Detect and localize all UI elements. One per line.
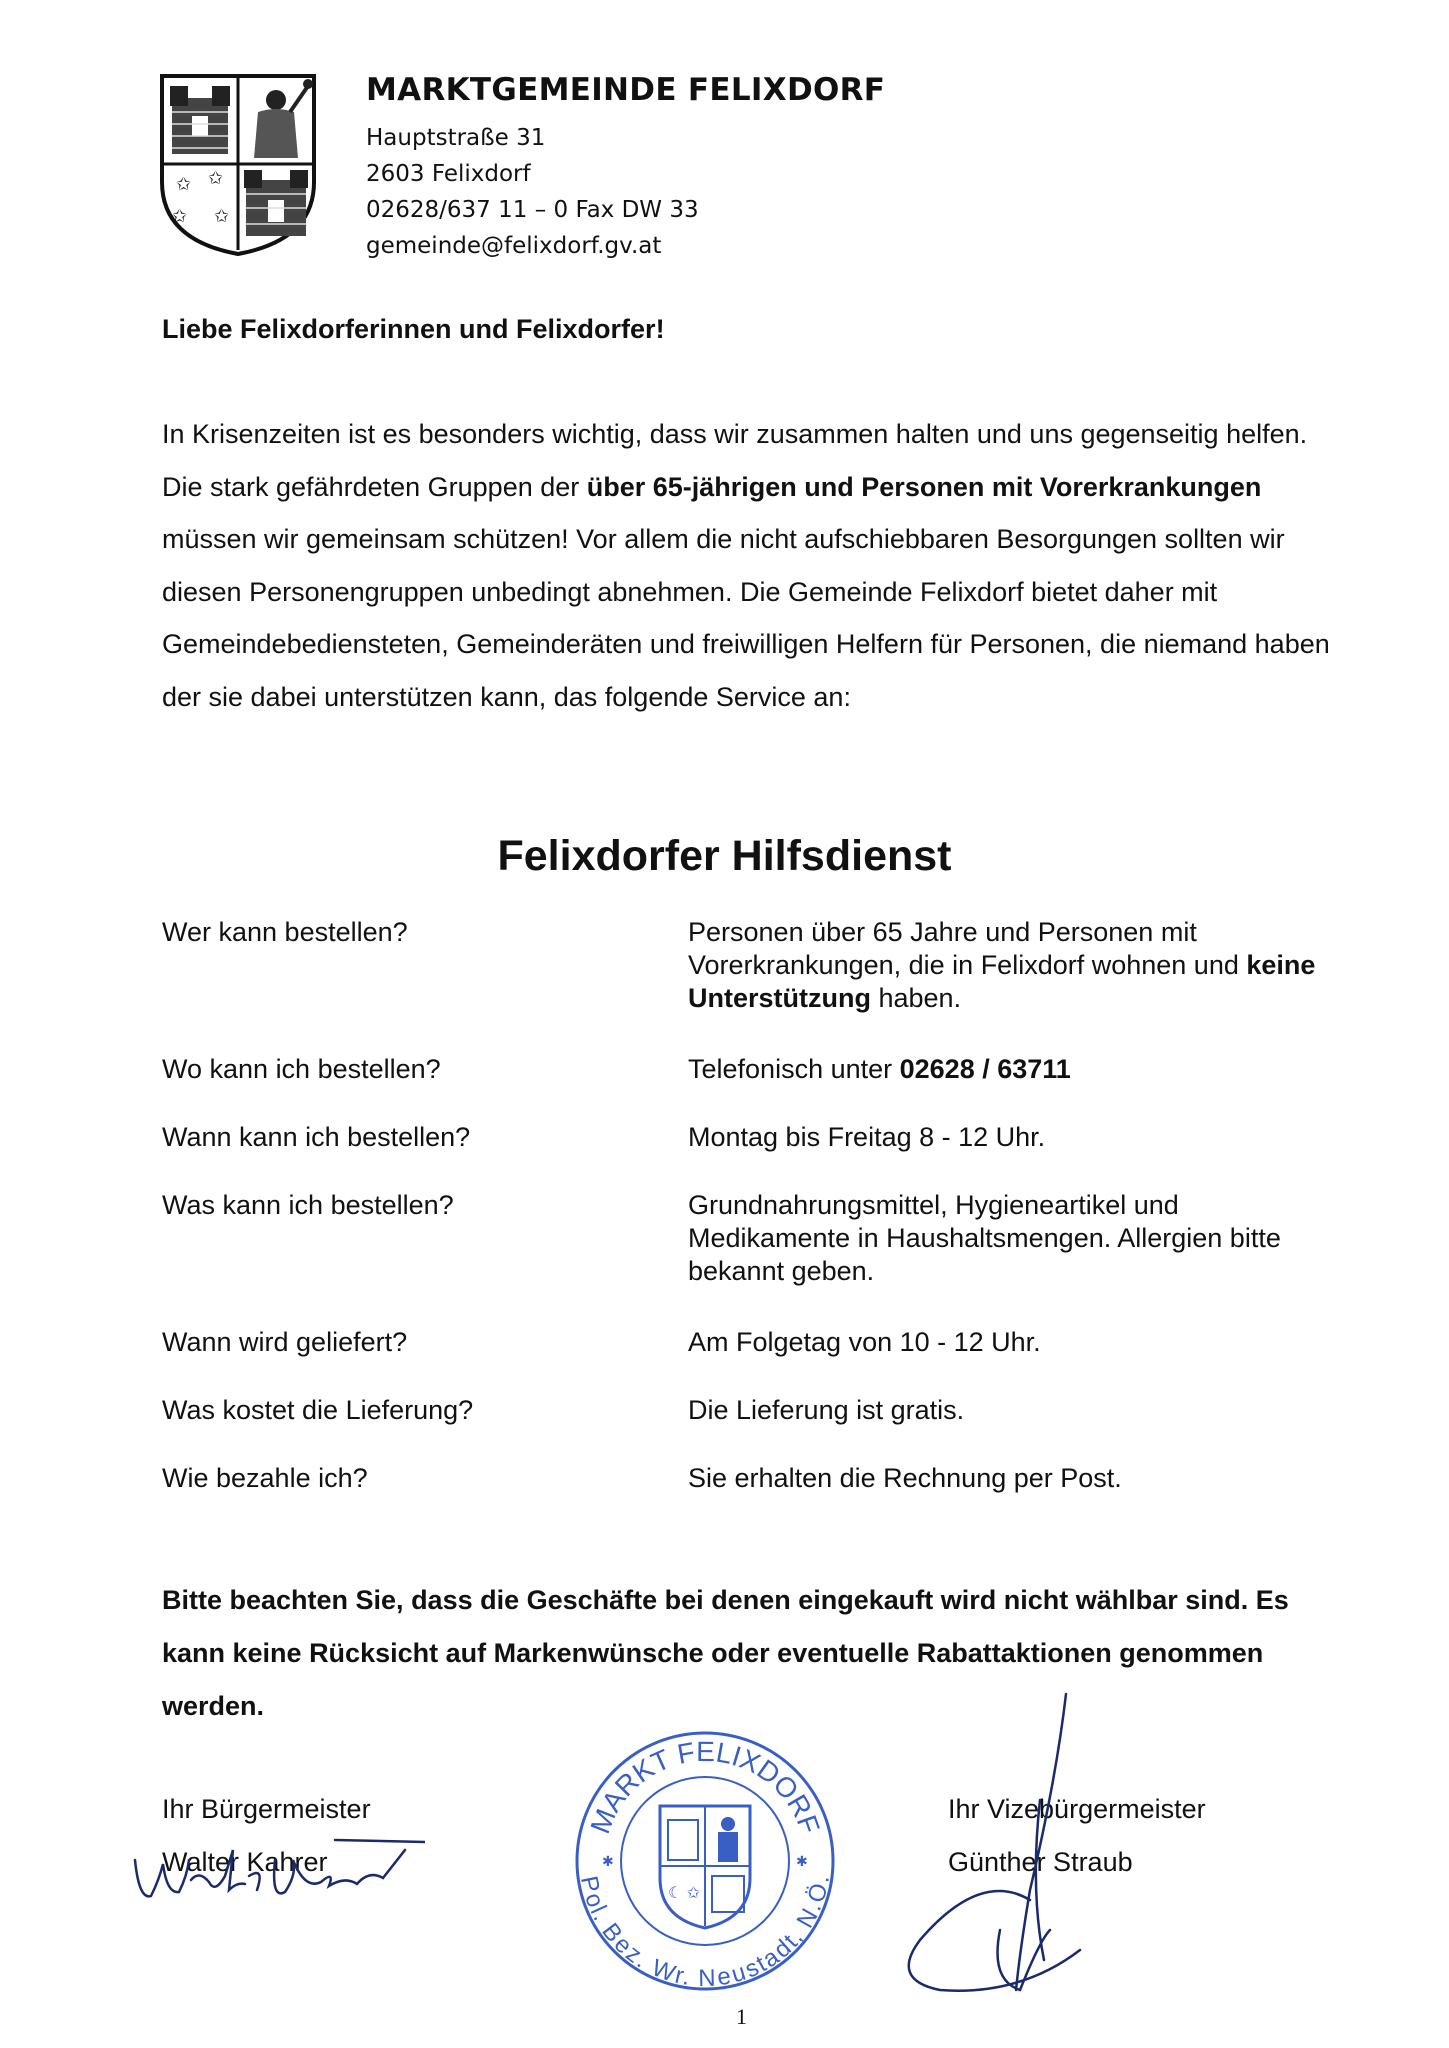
vice-mayor-name: Günther Straub xyxy=(948,1847,1133,1877)
vice-mayor-signature-image xyxy=(880,1690,1090,2010)
greeting: Liebe Felixdorferinnen und Felixdorfer! xyxy=(162,314,665,344)
faq-answer: Sie erhalten die Rechnung per Post. xyxy=(688,1463,1122,1493)
intro-bold: über 65-jährigen und Personen mit Vorerkrankungen xyxy=(586,471,1262,502)
faq-question: Wann kann ich bestellen? xyxy=(162,1122,471,1152)
org-email: gemeinde@felixdorf.gv.at xyxy=(366,233,662,259)
faq-question: Was kostet die Lieferung? xyxy=(162,1395,474,1425)
svg-text:☾ ✩: ☾ ✩ xyxy=(668,1885,701,1902)
svg-text:✩: ✩ xyxy=(176,174,192,194)
faq-row xyxy=(162,1121,1322,1189)
org-phone: 02628/637 11 – 0 Fax DW 33 xyxy=(366,197,699,223)
intro-text-1: In Krisenzeiten ist es besonders wichtig, dass wir zusammen halten und uns gegenseitig helfen. Die stark gefährdeten Gruppen der xyxy=(162,419,1308,502)
faq-row xyxy=(162,1053,1322,1121)
intro-paragraph xyxy=(162,408,1342,723)
faq-answer: Die Lieferung ist gratis. xyxy=(688,1395,965,1425)
org-name: MARKTGEMEINDE FELIXDORF xyxy=(366,72,886,108)
faq-question: Wann wird geliefert? xyxy=(162,1327,408,1357)
faq-row xyxy=(162,1394,1322,1462)
stamp-top-text: MARKT FELIXDORF xyxy=(584,1735,826,1838)
svg-text:✩: ✩ xyxy=(172,206,188,226)
mayor-role: Ihr Bürgermeister xyxy=(162,1794,371,1824)
faq-question: Was kann ich bestellen? xyxy=(162,1190,454,1220)
notice-paragraph: Bitte beachten Sie, dass die Geschäfte bei denen eingekauft wird nicht wählbar sind. Es kann keine Rücksicht auf Markenwünsche oder eventuelle Rabattaktionen genommen werden. xyxy=(162,1585,1289,1721)
mayor-name: Walter Kahrer xyxy=(162,1847,328,1877)
intro-text-2: müssen wir gemeinsam schützen! Vor allem die nicht aufschiebbaren Besorgungen sollten wir diesen Personengruppen unbedingt abnehmen. Die Gemeinde Felixdorf bietet daher mit Gemeindebediensteten, Gemeinderäten und freiwilligen Helfern für Personen, die niemand haben der sie dabei unterstützen kann, das folgende Service an: xyxy=(162,524,1330,712)
faq-row xyxy=(162,1189,1322,1326)
faq-row xyxy=(162,1462,1322,1530)
stamp-bottom-text: Pol. Bez. Wr. Neustadt, N.Ö. xyxy=(574,1873,835,1993)
coat-of-arms-logo xyxy=(158,72,318,258)
org-city: 2603 Felixdorf xyxy=(366,161,531,187)
faq-question: Wer kann bestellen? xyxy=(162,917,408,947)
faq-answer: Telefonisch unter 02628 / 63711 xyxy=(688,1054,1071,1084)
svg-text:✱: ✱ xyxy=(602,1853,614,1869)
official-stamp xyxy=(572,1728,838,1994)
faq-answer: Montag bis Freitag 8 - 12 Uhr. xyxy=(688,1122,1046,1152)
service-title: Felixdorfer Hilfsdienst xyxy=(497,832,952,880)
faq-question: Wo kann ich bestellen? xyxy=(162,1054,441,1084)
org-street: Hauptstraße 31 xyxy=(366,125,546,151)
faq-table xyxy=(162,916,1322,1530)
faq-answer: Am Folgetag von 10 - 12 Uhr. xyxy=(688,1327,1041,1357)
faq-question: Wie bezahle ich? xyxy=(162,1463,368,1493)
faq-answer: Personen über 65 Jahre und Personen mit Vorerkrankungen, die in Felixdorf wohnen und keine Unterstützung haben. xyxy=(688,917,1316,1013)
svg-text:✱: ✱ xyxy=(796,1853,808,1869)
page-number: 1 xyxy=(736,2004,747,2029)
mayor-signature-image xyxy=(125,1820,425,1920)
faq-row xyxy=(162,1326,1322,1394)
faq-answer: Grundnahrungsmittel, Hygieneartikel und Medikamente in Haushaltsmengen. Allergien bitte bekannt geben. xyxy=(688,1190,1281,1286)
vice-mayor-role: Ihr Vizebürgermeister xyxy=(948,1794,1206,1824)
svg-text:✩: ✩ xyxy=(214,206,230,226)
letterhead xyxy=(366,72,885,264)
faq-row xyxy=(162,916,1322,1053)
svg-text:✩: ✩ xyxy=(208,168,224,188)
